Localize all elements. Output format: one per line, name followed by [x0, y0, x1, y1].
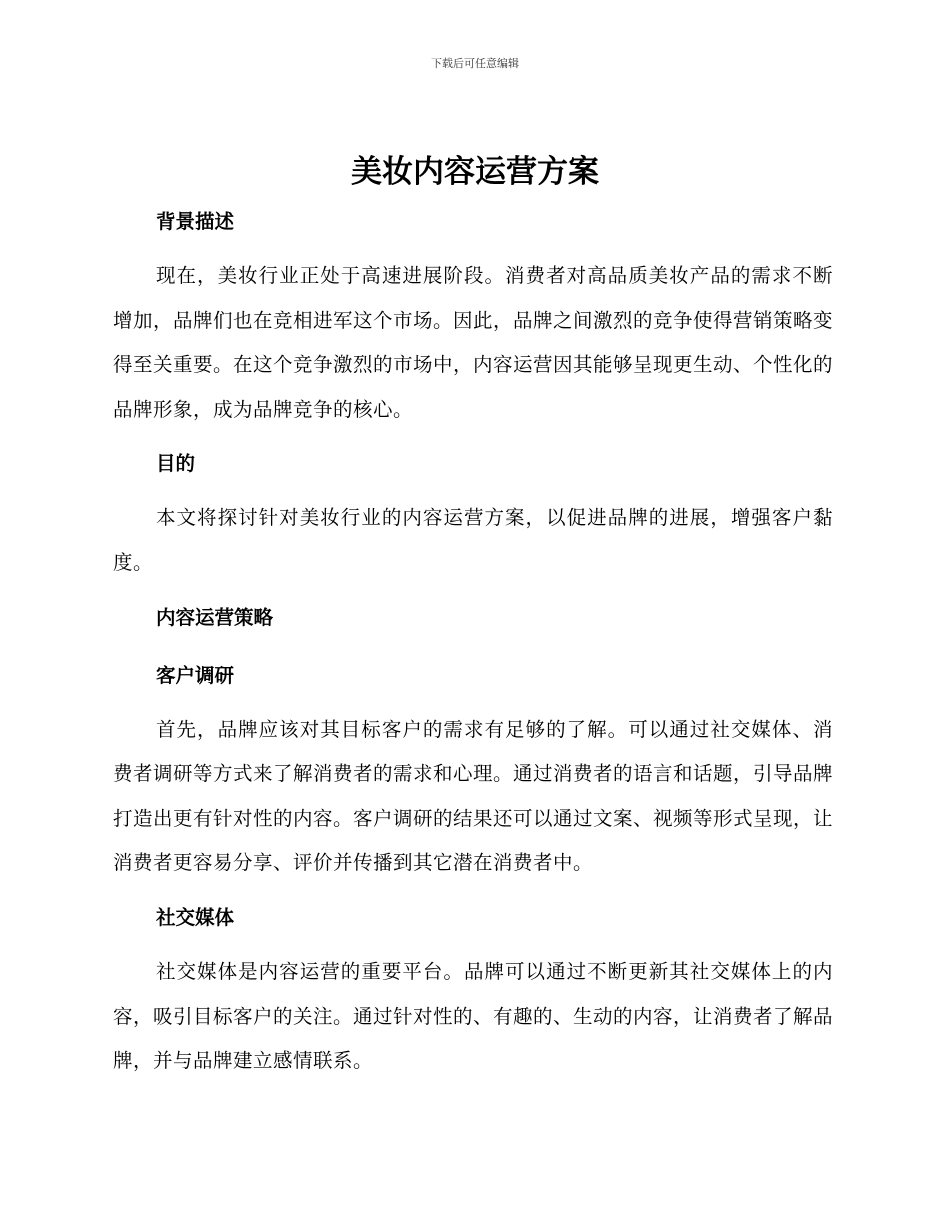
header-note: 下载后可任意编辑 [431, 57, 519, 70]
paragraph-research: 首先，品牌应该对其目标客户的需求有足够的了解。可以通过社交媒体、消费者调研等方式来了解消费者的需求和心理。通过消费者的语言和话题，引导品牌打造出更有针对性的内容。客户调研的结果还可以通过文案、视频等形式呈现，让消费者更容易分享、评价并传播到其它潜在消费者中。 [113, 717, 834, 875]
document-title: 美妆内容运营方案 [351, 154, 599, 190]
paragraph-background: 现在，美妆行业正处于高速进展阶段。消费者对高品质美妆产品的需求不断增加，品牌们也在竞相进军这个市场。因此，品牌之间激烈的竞争使得营销策略变得至关重要。在这个竞争激烈的市场中，内容运营因其能够呈现更生动、个性化的品牌形象，成为品牌竞争的核心。 [113, 264, 834, 421]
section-heading-purpose: 目的 [156, 452, 196, 476]
section-heading-research: 客户调研 [156, 663, 235, 687]
paragraph-purpose: 本文将探讨针对美妆行业的内容运营方案，以促进品牌的进展，增强客户黏度。 [113, 506, 833, 574]
section-heading-strategy: 内容运营策略 [156, 605, 274, 629]
section-heading-background: 背景描述 [156, 210, 235, 233]
section-heading-social: 社交媒体 [156, 905, 235, 929]
document-body [113, 200, 833, 1084]
paragraph-social: 社交媒体是内容运营的重要平台。品牌可以通过不断更新其社交媒体上的内容，吸引目标客户的关注。通过针对性的、有趣的、生动的内容，让消费者了解品牌，并与品牌建立感情联系。 [113, 959, 834, 1073]
